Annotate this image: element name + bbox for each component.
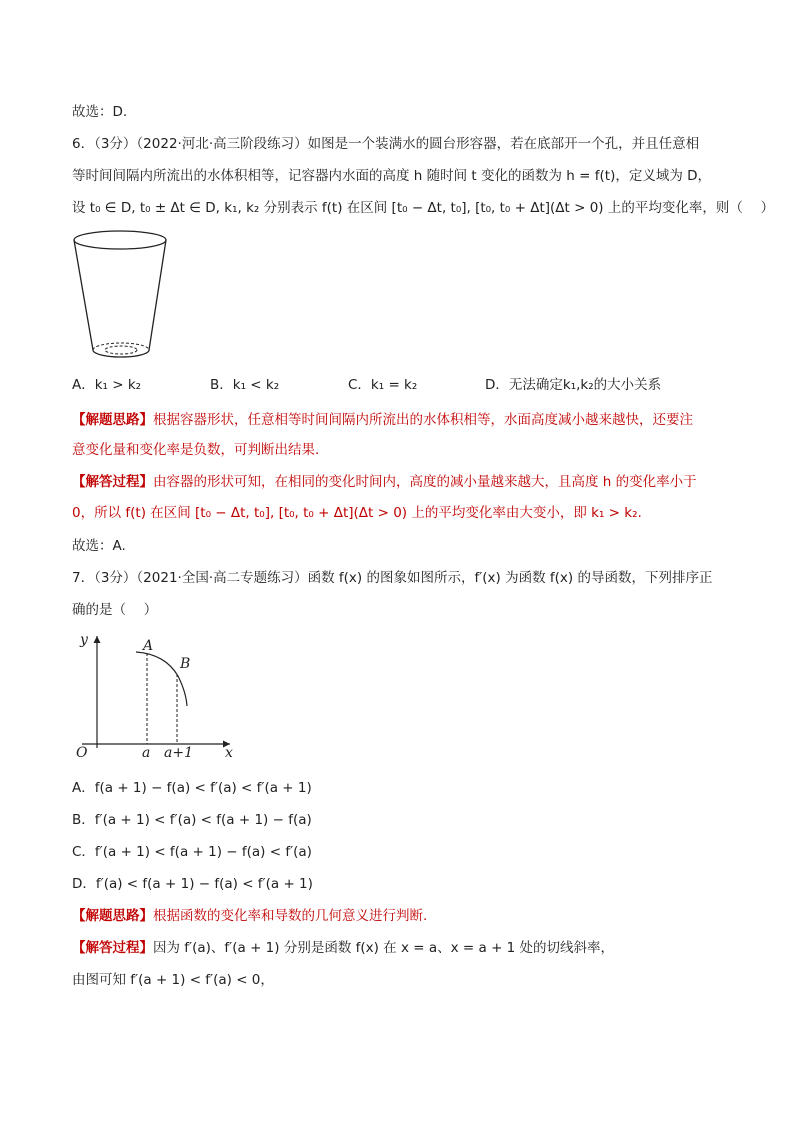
q6-stem-line-3: 设 t₀ ∈ D, t₀ ± Δt ∈ D, k₁, k₂ 分别表示 f(t) 在区间 [t₀ − Δt, t₀], [t₀, t₀ + Δt](Δt > 0) 上的平均变化率，则（ ） <box>72 200 775 216</box>
point-label-a: A <box>143 638 154 654</box>
x-axis-label: x <box>225 745 233 760</box>
q6-stem-line-1: 6．（3分）（2022·河北·高三阶段练习）如图是一个装满水的圆台形容器，若在底部开一个孔，并且任意相 <box>72 136 700 152</box>
origin-label: O <box>76 745 88 760</box>
q7-option-d: D．f′(a) < f(a + 1) − f(a) < f′(a + 1) <box>72 876 313 892</box>
q7-stem-line-1: 7．（3分）（2021·全国·高二专题练习）函数 f(x) 的图象如图所示，f′(x) 为函数 f(x) 的导函数，下列排序正 <box>72 570 713 586</box>
q7-thinking-tag: 【解题思路】 <box>72 908 153 924</box>
container-left-wall <box>74 240 93 350</box>
q7-process-text-1: 因为 f′(a)、f′(a + 1) 分别是函数 f(x) 在 x = a、x = a + 1 处的切线斜率， <box>153 940 615 956</box>
q6-process-line-2: 0，所以 f(t) 在区间 [t₀ − Δt, t₀], [t₀, t₀ + Δt](Δt > 0) 上的平均变化率由大变小，即 k₁ > k₂. <box>72 505 642 521</box>
container-hole <box>105 346 137 354</box>
q7-function-graph <box>70 630 240 760</box>
q6-option-c: C．k₁ = k₂ <box>348 377 418 393</box>
q6-thinking-line-2: 意变化量和变化率是负数，可判断出结果. <box>72 442 320 458</box>
q7-thinking-text: 根据函数的变化率和导数的几何意义进行判断. <box>153 908 428 924</box>
q7-option-c: C．f′(a + 1) < f(a + 1) − f(a) < f′(a) <box>72 844 312 860</box>
q6-answer: 故选：A. <box>72 538 126 554</box>
q6-process-text-1: 由容器的形状可知，在相同的变化时间内，高度的减小量越来越大，且高度 h 的变化率小于 <box>153 474 697 490</box>
frustum-container-figure <box>66 226 174 368</box>
q6-thinking-text-1: 根据容器形状，任意相等时间间隔内所流出的水体积相等，水面高度减小越来越快，还要注 <box>153 412 693 428</box>
q7-process-line-1 <box>72 938 614 958</box>
q5-answer: 故选：D. <box>72 104 128 120</box>
q7-process-line-2: 由图可知 f′(a + 1) < f′(a) < 0， <box>72 972 274 988</box>
q7-option-a: A．f(a + 1) − f(a) < f′(a) < f′(a + 1) <box>72 780 312 796</box>
y-axis-label: y <box>80 632 88 648</box>
container-right-wall <box>149 240 166 350</box>
q6-stem-line-2: 等时间间隔内所流出的水体积相等，记容器内水面的高度 h 随时间 t 变化的函数为 h = f(t)，定义域为 D， <box>72 168 712 184</box>
point-label-b: B <box>180 656 191 672</box>
q7-option-b: B．f′(a + 1) < f′(a) < f(a + 1) − f(a) <box>72 812 312 828</box>
q6-option-b: B．k₁ < k₂ <box>210 377 280 393</box>
q7-thinking-line <box>72 906 427 926</box>
q6-process-tag: 【解答过程】 <box>72 474 153 490</box>
tick-label-a1: a+1 <box>164 745 193 760</box>
q6-process-line-1 <box>72 472 697 492</box>
q6-thinking-line-1 <box>72 410 693 430</box>
q6-thinking-tag: 【解题思路】 <box>72 412 153 428</box>
q6-option-d: D．无法确定k₁,k₂的大小关系 <box>485 377 662 393</box>
q7-stem-line-2: 确的是（ ） <box>72 602 158 618</box>
tick-label-a: a <box>142 745 151 760</box>
container-top-rim <box>74 231 166 249</box>
q6-option-a: A．k₁ > k₂ <box>72 377 142 393</box>
q7-process-tag: 【解答过程】 <box>72 940 153 956</box>
